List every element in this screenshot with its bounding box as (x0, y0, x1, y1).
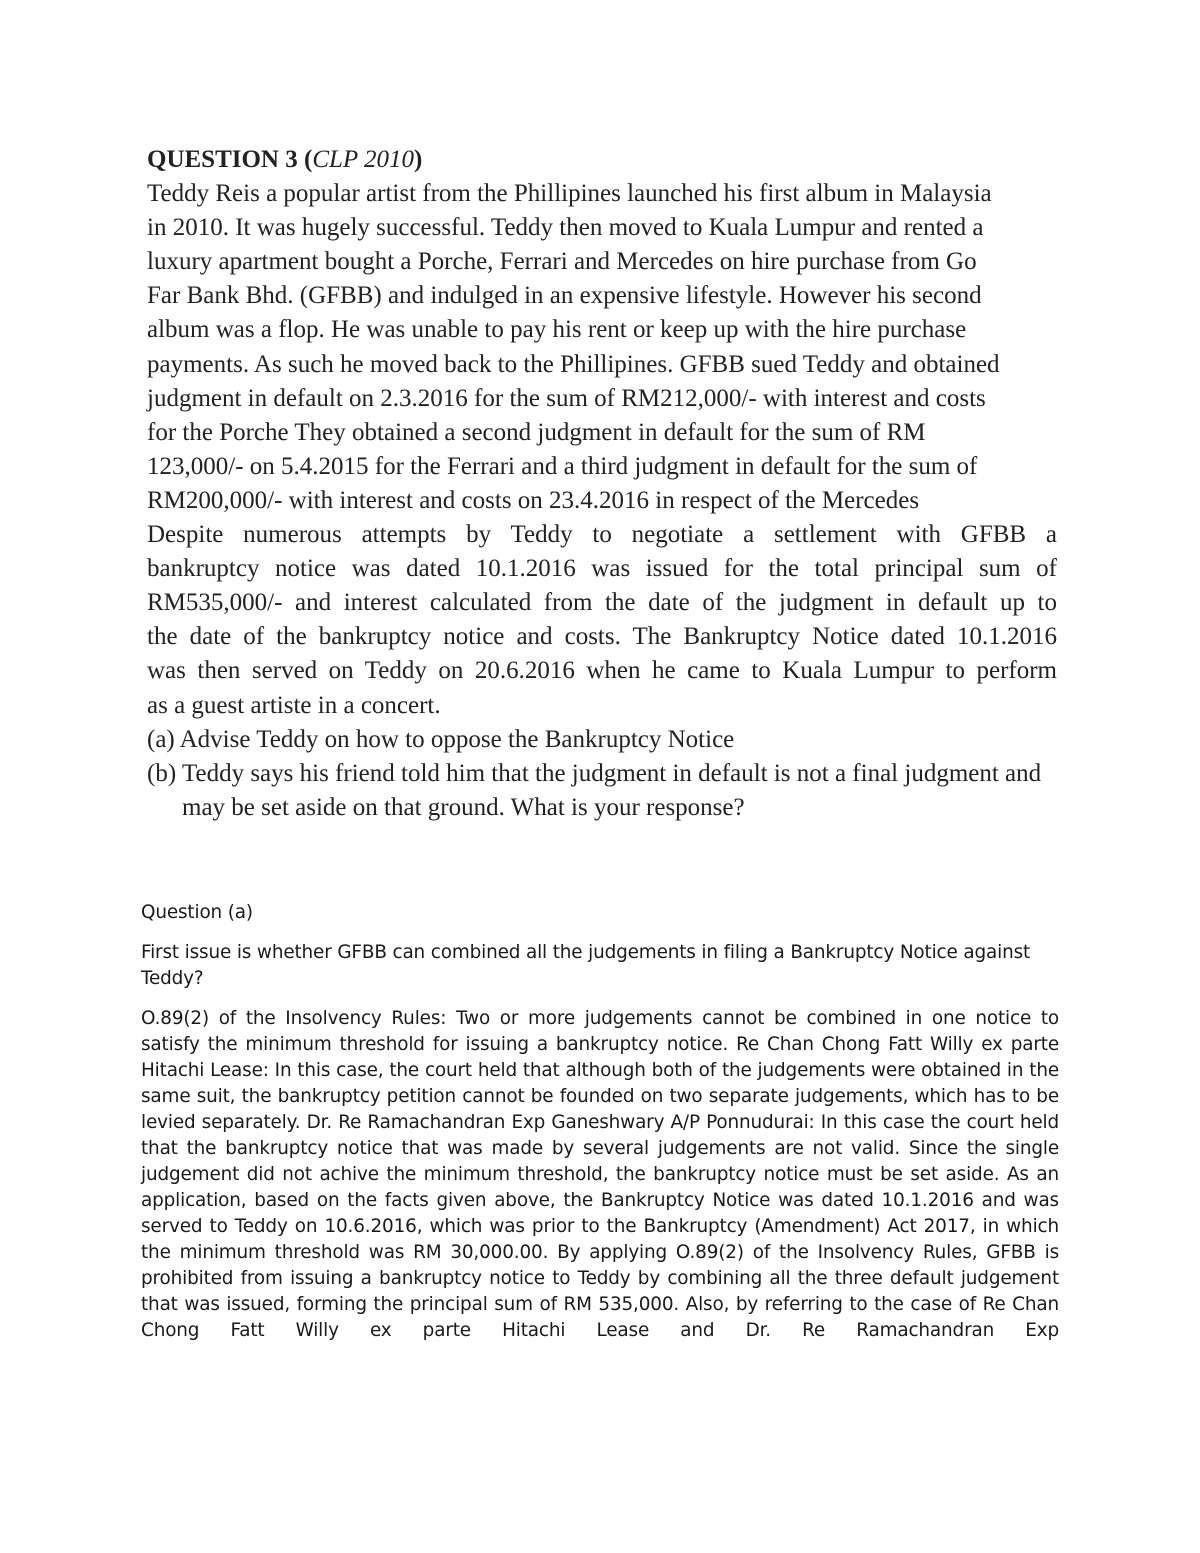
question-body-line: in 2010. It was hugely successful. Teddy then moved to Kuala Lumpur and rented a (147, 214, 984, 242)
question-source: CLP 2010 (312, 146, 414, 173)
question-body-line: 123,000/- on 5.4.2015 for the Ferrari and a third judgment in default for the sum of (147, 452, 978, 480)
answer-heading: Question (a) (141, 902, 253, 923)
sub-question-a: (a) Advise Teddy on how to oppose the Bankruptcy Notice (147, 725, 735, 753)
question-body-line: the date of the bankruptcy notice and costs. The Bankruptcy Notice dated 10.1.2016 (147, 623, 1057, 651)
question-heading (147, 143, 1057, 177)
question-body-line: for the Porche They obtained a second judgment in default for the sum of RM (147, 418, 926, 446)
sub-question-b: (b) Teddy says his friend told him that the judgment in default is not a final judgment and may be set aside on that ground. What is your response? (147, 759, 1042, 821)
question-body-line: Despite numerous attempts by Teddy to negotiate a settlement with GFBB a (147, 521, 1057, 549)
question-body-line: Teddy Reis a popular artist from the Phillipines launched his first album in Malaysia (147, 180, 992, 208)
question-source-open: ( (303, 146, 313, 173)
answer-analysis: O.89(2) of the Insolvency Rules: Two or more judgements cannot be combined in one notice to satisfy the minimum threshold for issuing a bankruptcy notice. Re Chan Chong Fatt Willy ex parte Hitachi Lease: In this case, the court held that although both of the judgements were obtained in the same suit, the bankruptcy petition cannot be founded on two separate judgements, which has to be levied separately. Dr. Re Ramachandran Exp Ganeshwary A/P Ponnudurai: In this case the court held that the bankruptcy notice that was made by several judgements are not valid. Since the single judgement did not achive the minimum threshold, the bankruptcy notice must be set aside. As an application, based on the facts given above, the Bankruptcy Notice was dated 10.1.2016 and was served to Teddy on 10.6.2016, which was prior to the Bankruptcy (Amendment) Act 2017, in which the minimum threshold was RM 30,000.00. By applying O.89(2) of the Insolvency Rules, GFBB is prohibited from issuing a bankruptcy notice to Teddy by combining all the three default judgement that was issued, forming the principal sum of RM 535,000. Also, by referring to the case of Re Chan Chong Fatt Willy ex parte Hitachi Lease and Dr. Re Ramachandran Exp (141, 1008, 1059, 1341)
question-body (147, 177, 1057, 723)
question-body-line: Far Bank Bhd. (GFBB) and indulged in an expensive lifestyle. However his second (147, 282, 982, 310)
question-body-line: bankruptcy notice was dated 10.1.2016 was issued for the total principal sum of (147, 555, 1057, 583)
question-body-line: payments. As such he moved back to the Phillipines. GFBB sued Teddy and obtained (147, 350, 1000, 378)
question-body-line: RM535,000/- and interest calculated from the date of the judgment in default up to (147, 589, 1057, 617)
question-body-line: as a guest artiste in a concert. (147, 691, 441, 719)
question-body-line: judgment in default on 2.3.2016 for the sum of RM212,000/- with interest and costs (147, 384, 986, 412)
question-source-close: ) (413, 146, 423, 173)
question-block (147, 143, 1057, 825)
question-number: QUESTION 3 (147, 146, 298, 173)
question-body-line: was then served on Teddy on 20.6.2016 when he came to Kuala Lumpur to perform (147, 657, 1057, 685)
question-body-line: luxury apartment bought a Porche, Ferrari and Mercedes on hire purchase from Go (147, 248, 977, 276)
answer-block (141, 900, 1059, 1344)
answer-issue: First issue is whether GFBB can combined all the judgements in filing a Bankruptcy Notice against Teddy? (141, 942, 1031, 989)
question-body-line: album was a flop. He was unable to pay his rent or keep up with the hire purchase (147, 316, 967, 344)
question-body-line: RM200,000/- with interest and costs on 23.4.2016 in respect of the Mercedes (147, 486, 920, 514)
